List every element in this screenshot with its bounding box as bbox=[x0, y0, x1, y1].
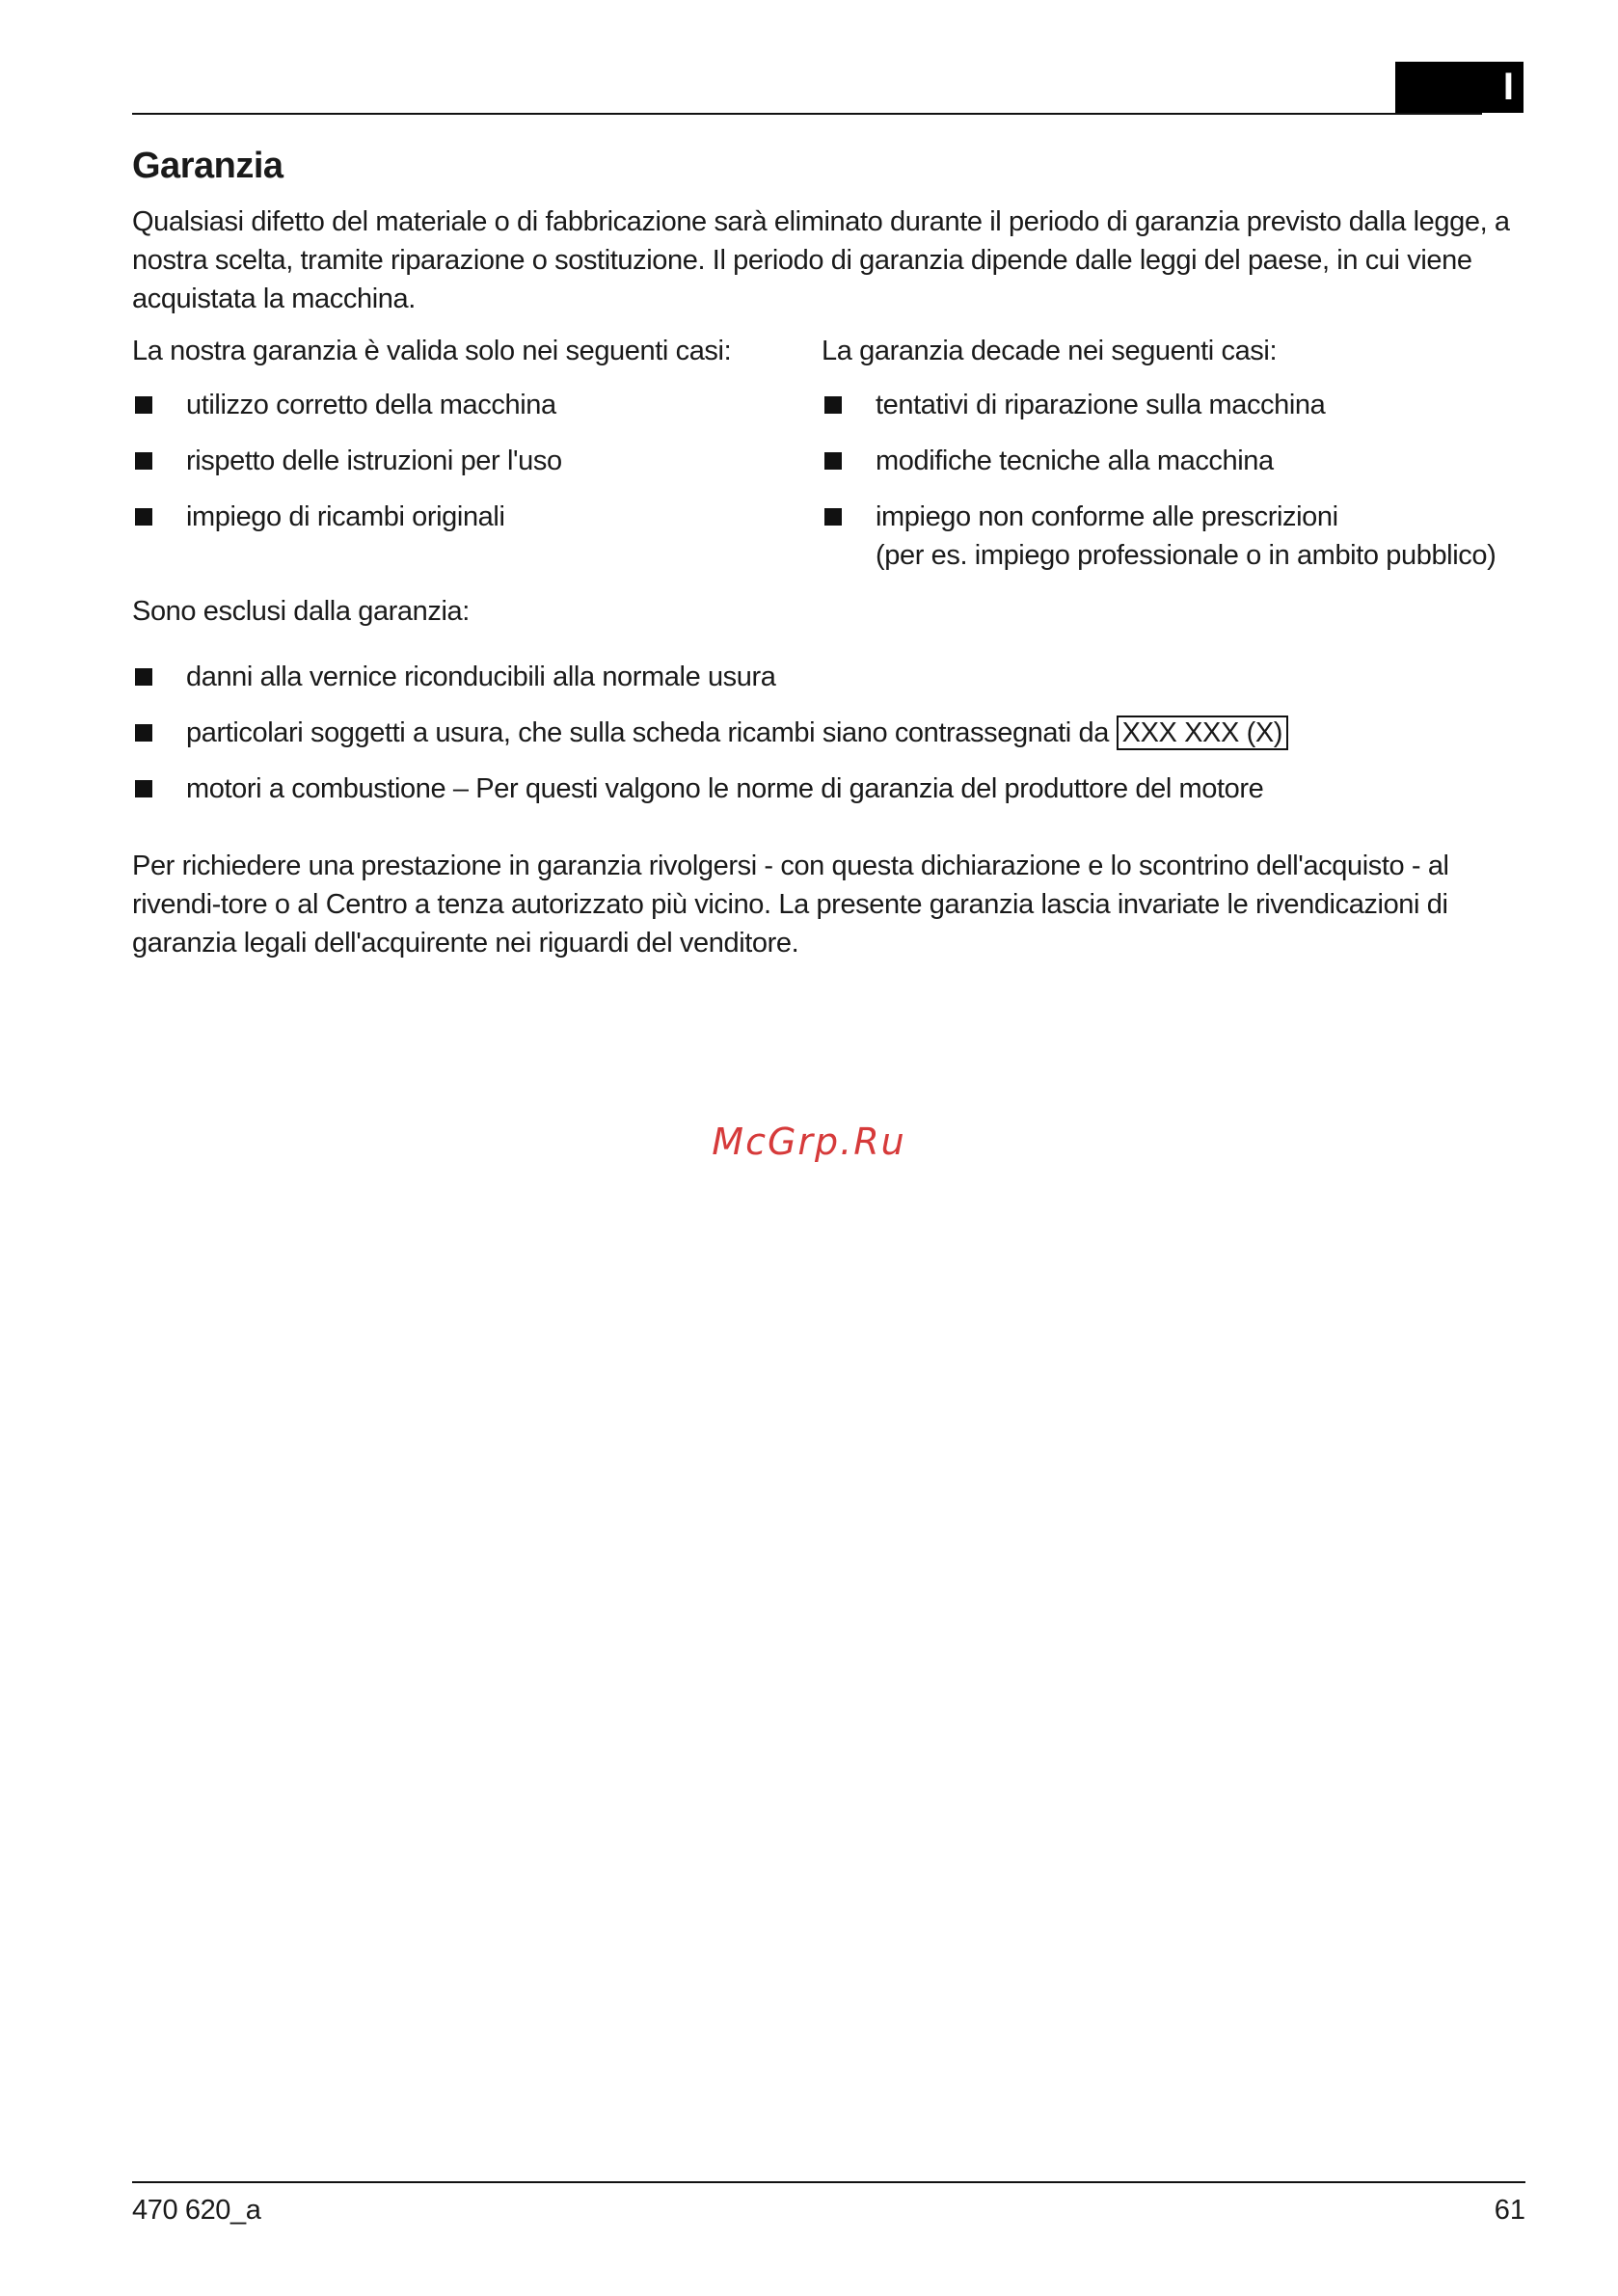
list-item bbox=[132, 498, 822, 536]
list-item bbox=[132, 658, 1525, 696]
square-bullet-icon bbox=[135, 724, 152, 742]
square-bullet-icon bbox=[135, 668, 152, 686]
valid-conditions-title: La nostra garanzia è valida solo nei seguenti casi: bbox=[132, 336, 732, 366]
language-tab: I bbox=[1395, 62, 1524, 113]
header-rule bbox=[132, 113, 1482, 115]
list-item bbox=[822, 498, 1511, 575]
wear-part-code: XXX XXX (X) bbox=[1117, 716, 1288, 750]
list-item bbox=[132, 442, 822, 480]
footer-rule bbox=[132, 2181, 1525, 2183]
valid-conditions bbox=[132, 332, 822, 592]
square-bullet-icon bbox=[135, 780, 152, 797]
square-bullet-icon bbox=[135, 452, 152, 470]
watermark: McGrp.Ru bbox=[712, 1121, 906, 1163]
page-title: Garanzia bbox=[132, 146, 283, 186]
list-item-text: utilizzo corretto della macchina bbox=[186, 390, 556, 420]
document-code: 470 620_a bbox=[132, 2195, 261, 2226]
list-item-text: impiego di ricambi originali bbox=[186, 501, 505, 532]
list-item-text: particolari soggetti a usura, che sulla scheda ricambi siano contrassegnati da bbox=[186, 717, 1109, 748]
closing-paragraph: Per richiedere una prestazione in garanzia rivolgersi - con questa dichiarazione e lo scontrino dell'acquisto - al rivendi-tore o al Centro a tenza autorizzato più vicino. La presente garanzia lascia invariate le rivendicazioni di garanzia legali dell'acquirente nei riguardi del venditore. bbox=[132, 851, 1449, 959]
list-item-text: danni alla vernice riconducibili alla normale usura bbox=[186, 662, 776, 692]
void-conditions bbox=[822, 332, 1511, 592]
list-item-text: impiego non conforme alle prescrizioni bbox=[876, 501, 1338, 532]
list-item-note: (per es. impiego professionale o in ambito pubblico) bbox=[876, 540, 1497, 571]
list-item bbox=[822, 386, 1511, 424]
void-conditions-title: La garanzia decade nei seguenti casi: bbox=[822, 336, 1278, 366]
square-bullet-icon bbox=[824, 396, 842, 414]
square-bullet-icon bbox=[824, 508, 842, 526]
excluded-title: Sono esclusi dalla garanzia: bbox=[132, 596, 470, 627]
list-item bbox=[132, 770, 1525, 808]
conditions-columns bbox=[132, 332, 1525, 592]
list-item-text: rispetto delle istruzioni per l'uso bbox=[186, 446, 562, 476]
valid-conditions-list bbox=[132, 386, 822, 536]
void-conditions-list bbox=[822, 386, 1511, 575]
list-item-text: motori a combustione – Per questi valgono le norme di garanzia del produttore del motore bbox=[186, 773, 1264, 804]
page-number: 61 bbox=[1494, 2195, 1525, 2226]
list-item bbox=[822, 442, 1511, 480]
square-bullet-icon bbox=[824, 452, 842, 470]
excluded-list bbox=[132, 658, 1525, 808]
list-item bbox=[132, 386, 822, 424]
intro-paragraph: Qualsiasi difetto del materiale o di fabbricazione sarà eliminato durante il periodo di garanzia previsto dalla legge, a nostra scelta, tramite riparazione o sostituzione. Il periodo di garanzia dipende dalle leggi del paese, in cui viene acquistata la macchina. bbox=[132, 206, 1510, 314]
content bbox=[132, 143, 1525, 990]
list-item-text: modifiche tecniche alla macchina bbox=[876, 446, 1274, 476]
square-bullet-icon bbox=[135, 508, 152, 526]
square-bullet-icon bbox=[135, 396, 152, 414]
list-item-text: tentativi di riparazione sulla macchina bbox=[876, 390, 1326, 420]
list-item bbox=[132, 714, 1525, 752]
